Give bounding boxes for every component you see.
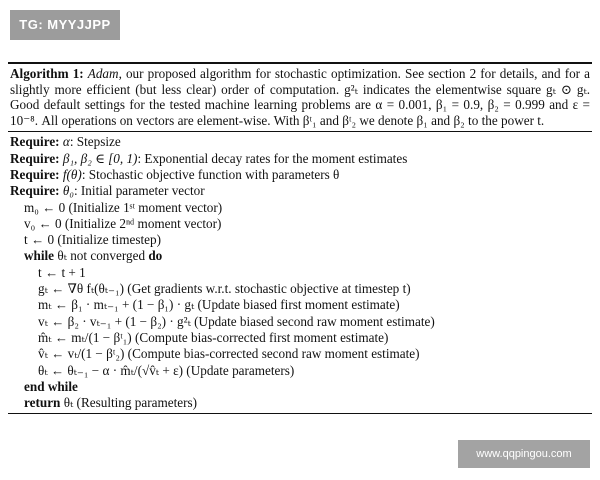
while-keyword: while	[24, 248, 55, 264]
caption-line-4: β₁ = 0.9, β₂ = 0.999 and ε = 10⁻⁸. All operations on vectors are element-wise. With βᵗ₁ and βᵗ₂	[10, 97, 590, 128]
require-math: α	[62, 134, 70, 150]
require-line	[10, 167, 590, 183]
require-line	[10, 151, 590, 167]
require-text: : Initial parameter vector	[73, 183, 205, 199]
loop-line: vₜ ← β₂ · vₜ₋₁ + (1 − β₂) · g²ₜ (Update biased second raw moment estimate)	[38, 313, 435, 329]
while-condition: θₜ not converged	[57, 248, 146, 264]
algorithm-label: Algorithm 1:	[10, 66, 84, 81]
caption-line-3: square gₜ ⊙ gₜ. Good default settings for the tested machine learning problems are α = 0.001,	[10, 81, 591, 113]
require-math: f(θ)	[62, 166, 82, 182]
require-text: : Exponential decay rates for the moment estimates	[137, 150, 408, 166]
loop-line: mₜ ← β₁ · mₜ₋₁ + (1 − β₁) · gₜ (Update biased first moment estimate)	[38, 297, 400, 313]
caption-line-5: we denote β₁ and β₂ to the power t.	[359, 112, 545, 128]
return-keyword: return	[24, 395, 61, 411]
require-line	[10, 183, 590, 199]
end-while-line: end while	[24, 378, 78, 394]
require-keyword: Require:	[10, 150, 60, 166]
loop-line: θₜ ← θₜ₋₁ − α · m̂ₜ/(√v̂ₜ + ε) (Update parameters)	[38, 362, 295, 378]
while-line	[10, 248, 590, 264]
loop-line: gₜ ← ∇θ fₜ(θₜ₋₁) (Get gradients w.r.t. stochastic objective at timestep t)	[38, 281, 411, 297]
algorithm-box	[8, 62, 592, 414]
loop-line: m̂ₜ ← mₜ/(1 − βᵗ₁) (Compute bias-corrected first moment estimate)	[38, 329, 389, 345]
loop-line: t ← t + 1	[38, 264, 86, 280]
require-text: : Stochastic objective function with parameters θ	[81, 166, 340, 182]
algorithm-body	[8, 132, 592, 414]
algorithm-name: Adam	[87, 66, 119, 81]
caption-line-1: , our proposed algorithm for stochastic optimization. See section 2 for details,	[118, 66, 538, 81]
algorithm-caption	[8, 64, 592, 132]
require-math: β₁, β₂ ∈ [0, 1)	[62, 150, 138, 166]
init-line: v₀ ← 0 (Initialize 2ⁿᵈ moment vector)	[24, 215, 222, 231]
require-line	[10, 134, 590, 150]
require-keyword: Require:	[10, 134, 60, 150]
require-text: : Stepsize	[69, 134, 121, 150]
init-line: t ← 0 (Initialize timestep)	[24, 232, 161, 248]
require-keyword: Require:	[10, 183, 60, 199]
init-line: m₀ ← 0 (Initialize 1ˢᵗ moment vector)	[24, 199, 223, 215]
do-keyword: do	[148, 248, 163, 264]
watermark-top-left: TG: MYYJJPP	[10, 10, 120, 40]
return-line	[10, 395, 590, 411]
require-keyword: Require:	[10, 166, 60, 182]
caption-line-2: and for a slightly more efficient (but less clear) order of computation. g²ₜ indicates the elementwise	[10, 66, 591, 97]
loop-line: v̂ₜ ← vₜ/(1 − βᵗ₂) (Compute bias-corrected second raw moment estimate)	[38, 346, 420, 362]
watermark-bottom-right: www.qqpingou.com	[458, 440, 590, 468]
return-text: θₜ (Resulting parameters)	[63, 395, 198, 411]
require-math: θ₀	[62, 183, 74, 199]
